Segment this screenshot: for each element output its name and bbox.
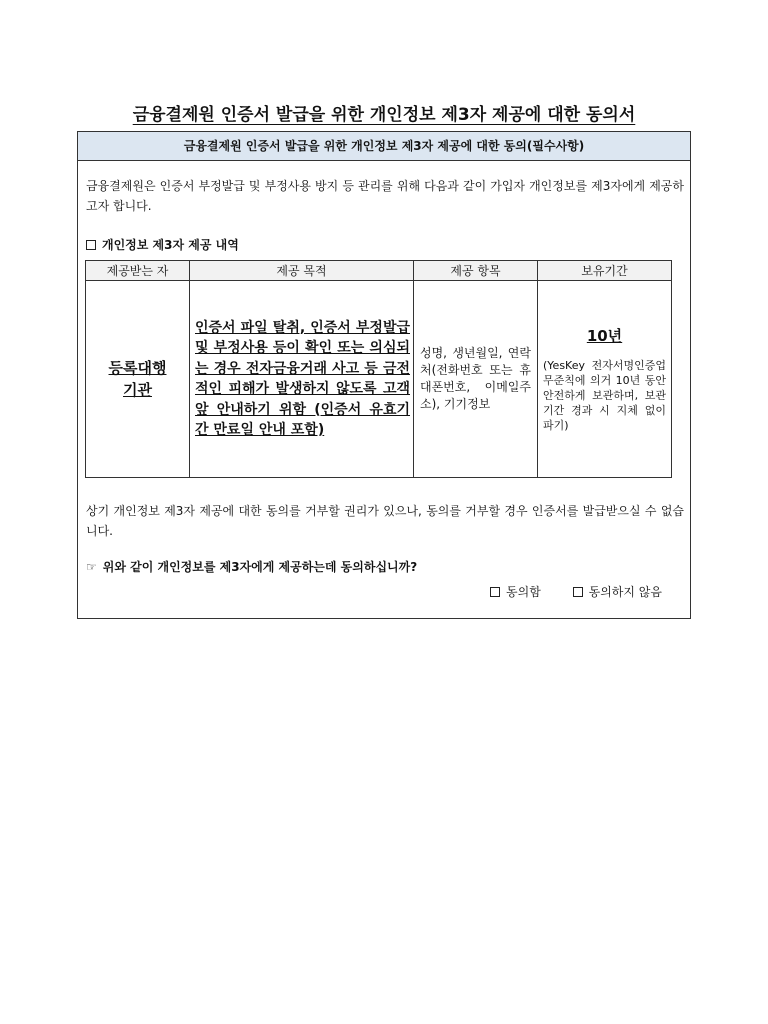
recipient-cell — [86, 281, 190, 478]
disagree-option[interactable] — [573, 583, 662, 600]
pointing-hand-icon: ☞ — [86, 560, 97, 574]
disagree-checkbox[interactable] — [573, 587, 583, 597]
checkbox-empty-icon — [86, 240, 96, 250]
intro-text: 금융결제원은 인증서 부정발급 및 부정사용 방지 등 관리를 위해 다음과 같이 가입자 개인정보를 제3자에게 제공하고자 합니다. — [86, 179, 684, 213]
consent-frame — [77, 131, 691, 619]
consent-question — [86, 558, 417, 575]
table-row — [86, 281, 672, 478]
period-cell — [538, 281, 672, 478]
agree-label: 동의함 — [506, 585, 541, 599]
document-title: 금융결제원 인증서 발급을 위한 개인정보 제3자 제공에 대한 동의서 — [132, 105, 636, 125]
refusal-notice: 상기 개인정보 제3자 제공에 대한 동의를 거부할 권리가 있으나, 동의를 거부할 경우 인증서를 발급받으실 수 없습니다. — [86, 504, 684, 538]
question-text: 위와 같이 개인정보를 제3자에게 제공하는데 동의하십니까? — [102, 560, 418, 574]
section-title: 개인정보 제3자 제공 내역 — [102, 238, 239, 252]
provision-table — [85, 260, 672, 478]
retention-period: 10년 — [586, 327, 623, 345]
header-recipient: 제공받는 자 — [86, 261, 190, 281]
consent-choices — [462, 583, 662, 600]
header-items: 제공 항목 — [414, 261, 538, 281]
header-period: 보유기간 — [538, 261, 672, 281]
retention-note: (YesKey 전자서명인증업무준칙에 의거 10년 동안 안전하게 보관하며, 보관기간 경과 시 지체 없이 파기) — [543, 359, 666, 432]
items-cell: 성명, 생년월일, 연락처(전화번호 또는 휴대폰번호, 이메일주소), 기기정보 — [414, 281, 538, 478]
header-purpose: 제공 목적 — [190, 261, 414, 281]
agree-checkbox[interactable] — [490, 587, 500, 597]
table-header-row — [86, 261, 672, 281]
consent-header: 금융결제원 인증서 발급을 위한 개인정보 제3자 제공에 대한 동의(필수사항) — [78, 132, 690, 161]
disagree-label: 동의하지 않음 — [588, 585, 662, 599]
recipient-text: 등록대행 기관 — [108, 359, 167, 399]
purpose-cell: 인증서 파일 탈취, 인증서 부정발급 및 부정사용 등이 확인 또는 의심되는 경우 전자금융거래 사고 등 금전적인 피해가 발생하지 않도록 고객 앞 안내하기 위함 (인증서 유효기간 만료일 안내 포함) — [190, 281, 414, 478]
section-heading — [86, 236, 239, 253]
agree-option[interactable] — [490, 583, 541, 600]
